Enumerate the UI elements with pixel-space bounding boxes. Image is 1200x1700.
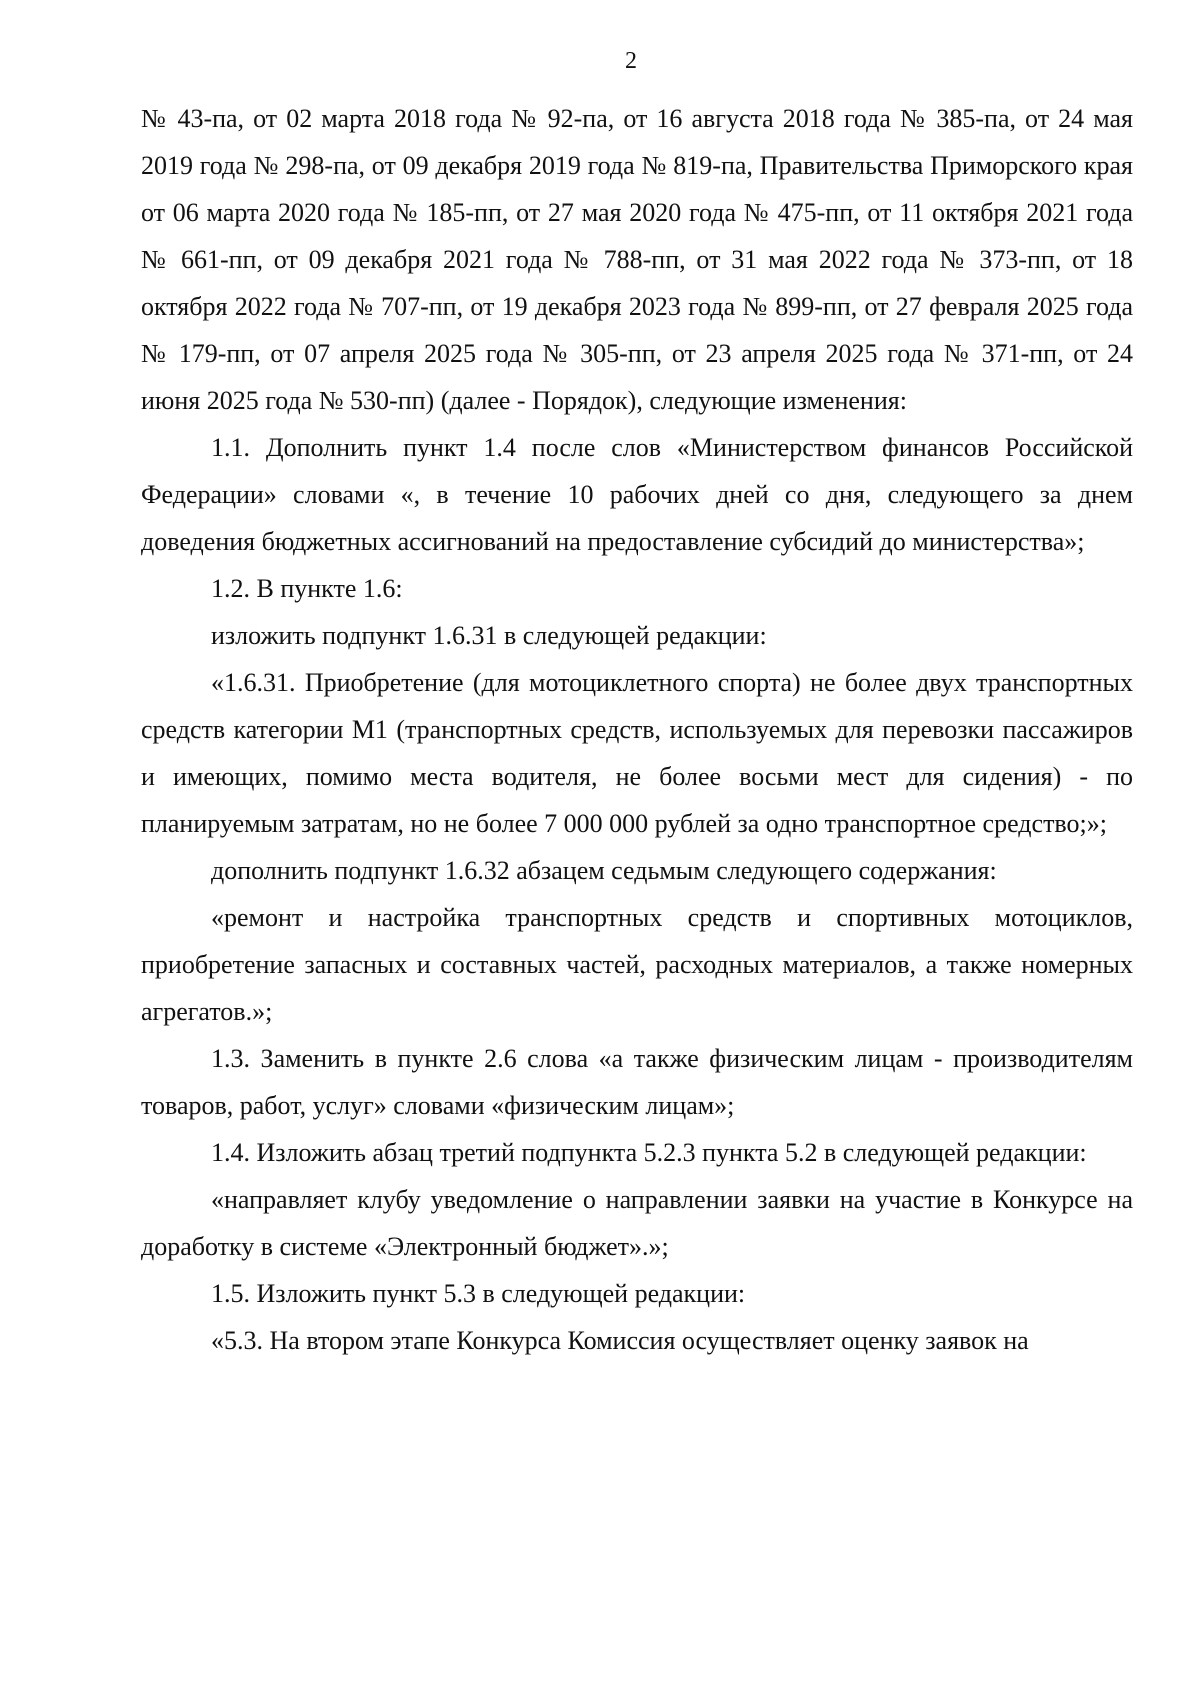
- paragraph-1-3: 1.3. Заменить в пункте 2.6 слова «а также физическим лицам - производителям товаров, работ, услуг» словами «физическим лицам»;: [141, 1044, 1133, 1120]
- paragraph-1-4: 1.4. Изложить абзац третий подпункта 5.2.3 пункта 5.2 в следующей редакции:: [211, 1138, 1087, 1167]
- paragraph-1-5: 1.5. Изложить пункт 5.3 в следующей редакции:: [211, 1279, 746, 1308]
- paragraph-subpoint-1-6-32-intro: дополнить подпункт 1.6.32 абзацем седьмым следующего содержания:: [211, 856, 997, 885]
- paragraph-5-3-text: «5.3. На втором этапе Конкурса Комиссия осуществляет оценку заявок на: [211, 1326, 1029, 1355]
- paragraph-amendment-list: № 43-па, от 02 марта 2018 года № 92-па, от 16 августа 2018 года № 385-па, от 24 мая 2019 года № 298-па, от 09 декабря 2019 года № 819-па, Правительства Приморского края от 06 марта 2020 года № 185-пп, от 27 мая 2020 года № 475-пп, от 11 октября 2021 года № 661-пп, от 09 декабря 2021 года № 788-пп, от 31 мая 2022 года № 373-пп, от 18 октября 2022 года № 707-пп, от 19 декабря 2023 года № 899-пп, от 27 февраля 2025 года № 179-пп, от 07 апреля 2025 года № 305-пп, от 23 апреля 2025 года № 371-пп, от 24 июня 2025 года № 530-пп) (далее - Порядок), следующие изменения:: [141, 104, 1133, 415]
- paragraph-1-1: 1.1. Дополнить пункт 1.4 после слов «Министерством финансов Российской Федерации» словами «, в течение 10 рабочих дней со дня, следующего за днем доведения бюджетных ассигнований на предоставление субсидий до министерства»;: [141, 433, 1133, 556]
- paragraph-1-4-text: «направляет клубу уведомление о направлении заявки на участие в Конкурсе на доработку в системе «Электронный бюджет».»;: [141, 1185, 1133, 1261]
- page-number: 2: [625, 48, 637, 74]
- document-body: [141, 95, 1133, 1364]
- paragraph-subpoint-1-6-32-text: «ремонт и настройка транспортных средств и спортивных мотоциклов, приобретение запасных и составных частей, расходных материалов, а также номерных агрегатов.»;: [141, 903, 1133, 1026]
- paragraph-subpoint-1-6-31-intro: изложить подпункт 1.6.31 в следующей редакции:: [211, 621, 767, 650]
- paragraph-subpoint-1-6-31-text: «1.6.31. Приобретение (для мотоциклетного спорта) не более двух транспортных средств категории М1 (транспортных средств, используемых для перевозки пассажиров и имеющих, помимо места водителя, не более восьми мест для сидения) - по планируемым затратам, но не более 7 000 000 рублей за одно транспортное средство;»;: [141, 668, 1133, 838]
- paragraph-1-2: 1.2. В пункте 1.6:: [211, 574, 403, 603]
